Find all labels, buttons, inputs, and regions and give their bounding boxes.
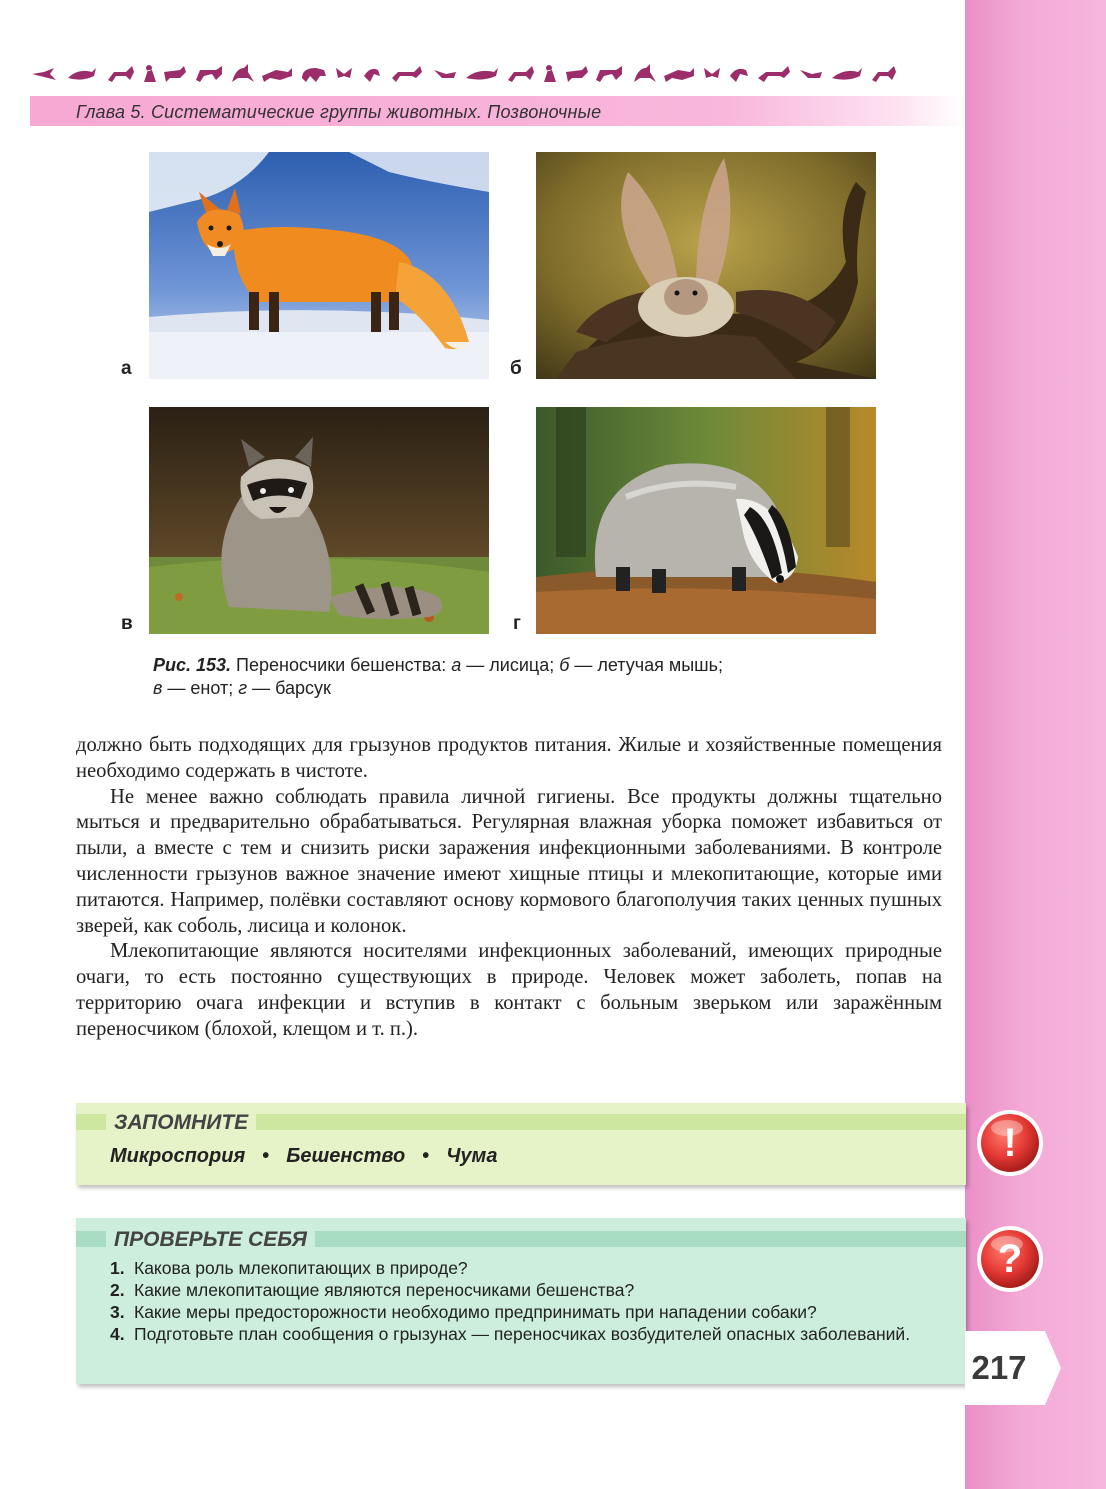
question-text: Какова роль млекопитающих в природе? <box>134 1258 468 1278</box>
caption-intro: Переносчики бешенства: <box>231 655 452 675</box>
term-rabies: Бешенство <box>286 1145 406 1167</box>
caption-text-a: — лисица; <box>461 655 560 675</box>
caption-letter-b: б <box>559 655 570 675</box>
remember-title: ЗАПОМНИТЕ <box>106 1110 256 1136</box>
photo-label-g: г <box>513 613 521 634</box>
photo-label-b: б <box>510 358 522 379</box>
caption-letter-a: а <box>451 655 462 675</box>
question-item <box>110 1323 940 1345</box>
question-number: 3. <box>110 1302 125 1322</box>
question-item <box>110 1257 940 1279</box>
question-item <box>110 1279 940 1301</box>
caption-letter-g: г <box>238 678 248 698</box>
remember-terms <box>110 1143 497 1169</box>
chapter-title: Глава 5. Систематические группы животных. Позвоночные <box>76 102 602 122</box>
term-separator: • <box>262 1145 270 1167</box>
animal-silhouettes-decoration <box>30 62 900 88</box>
body-text <box>76 733 942 1043</box>
term-plague: Чума <box>446 1145 498 1167</box>
photo-label-v: в <box>121 613 133 634</box>
page-number: 217 <box>971 1349 1027 1386</box>
bat-photo <box>536 152 876 379</box>
term-microsporia: Микроспория <box>110 1145 246 1167</box>
question-number: 2. <box>110 1280 125 1300</box>
caption-text-v: — енот; <box>162 678 239 698</box>
question-number: 4. <box>110 1324 125 1344</box>
figure-number: Рис. 153. <box>153 655 232 675</box>
question-text: Подготовьте план сообщения о грызунах — переносчиках возбудителей опасных заболеваний. <box>134 1324 911 1344</box>
body-paragraph-1: должно быть подходящих для грызунов продуктов питания. Жилые и хозяйственные помещения необходимо содержать в чистоте. <box>76 734 942 782</box>
question-text: Какие меры предосторожности необходимо предпринимать при нападении собаки? <box>134 1302 817 1322</box>
caption-text-b: — летучая мышь; <box>569 655 723 675</box>
exclamation-glyph: ! <box>1003 1121 1017 1165</box>
body-paragraph-2: Не менее важно соблюдать правила личной гигиены. Все продукты должны тщательно мыться и предварительно обрабатываться. Регулярная влажная уборка поможет избавиться от пыли, а вместе с тем и снизить риски заражения инфекционными заболеваниями. В контроле численности грызунов важное значение имеют хищные птицы и млекопитающие, которые ими питаются. Например, полёвки составляют основу кормового благополучия таких ценных пушных зверей, как соболь, лисица и колонок. <box>76 785 942 937</box>
question-mark-icon <box>975 1224 1045 1294</box>
figure-caption <box>153 654 853 700</box>
question-text: Какие млекопитающие являются переносчиками бешенства? <box>134 1280 635 1300</box>
check-yourself-title: ПРОВЕРЬТЕ СЕБЯ <box>106 1227 315 1253</box>
badger-photo <box>536 407 876 634</box>
caption-text-g: — барсук <box>247 678 331 698</box>
fox-photo <box>149 152 489 379</box>
question-glyph: ? <box>997 1237 1023 1281</box>
raccoon-photo <box>149 407 489 634</box>
questions-list <box>110 1257 940 1345</box>
term-separator: • <box>422 1145 430 1167</box>
question-number: 1. <box>110 1258 125 1278</box>
caption-letter-v: в <box>153 678 163 698</box>
exclamation-icon <box>975 1108 1045 1178</box>
body-paragraph-3: Млекопитающие являются носителями инфекционных заболеваний, имеющих природные очаги, то есть постоянно существующих в природе. Человек может заболеть, попав на территорию очага инфекции и вступив в контакт с больным зверьком или заражённым переносчиком (блохой, клещом и т. п.). <box>76 940 942 1040</box>
photo-label-a: а <box>121 358 132 379</box>
question-item <box>110 1301 940 1323</box>
